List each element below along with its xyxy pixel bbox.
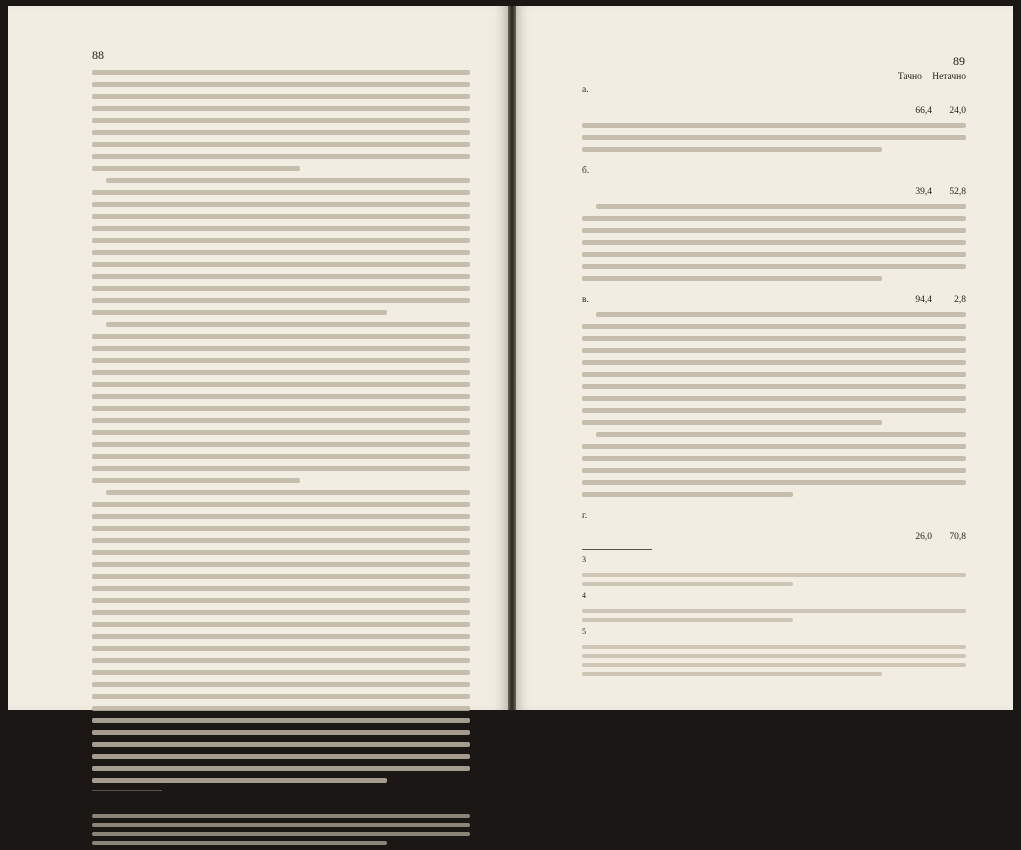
- right-page: [516, 6, 1013, 710]
- page-number: 89: [953, 54, 965, 68]
- page-number: 88: [92, 48, 104, 62]
- left-page: [8, 6, 508, 805]
- footnotes: [582, 555, 966, 676]
- footnote-marker: 5: [582, 627, 586, 636]
- item-label: в.: [582, 295, 589, 305]
- left-text-column: [92, 70, 470, 850]
- value-true: 66,4: [915, 106, 932, 116]
- table-header: [582, 72, 966, 82]
- col-header-false: Нетачно: [932, 72, 966, 82]
- footnote-marker: 2: [92, 796, 96, 805]
- footnote-marker: 3: [582, 555, 586, 564]
- result-item-a: [582, 84, 966, 117]
- value-false: 52,8: [949, 187, 966, 197]
- footnote-rule: [92, 790, 162, 791]
- col-header-true: Тачно: [897, 72, 922, 82]
- value-false: 24,0: [949, 106, 966, 116]
- result-item-b: [582, 165, 966, 198]
- book-spread: [8, 6, 1013, 805]
- value-true: 26,0: [915, 532, 932, 542]
- book-gutter: [508, 6, 516, 710]
- item-label: а.: [582, 85, 589, 95]
- value-false: 70,8: [949, 532, 966, 542]
- footnote-rule: [582, 549, 652, 550]
- value-true: 94,4: [915, 295, 932, 305]
- footnote-marker: 4: [582, 591, 586, 600]
- value-false: 2,8: [954, 295, 966, 305]
- item-label: б.: [582, 166, 590, 176]
- result-item-d: [582, 510, 966, 543]
- value-true: 39,4: [915, 187, 932, 197]
- right-text-column: [582, 72, 966, 681]
- item-label: г.: [582, 511, 588, 521]
- result-item-c: [582, 294, 966, 306]
- footnote: [92, 796, 470, 845]
